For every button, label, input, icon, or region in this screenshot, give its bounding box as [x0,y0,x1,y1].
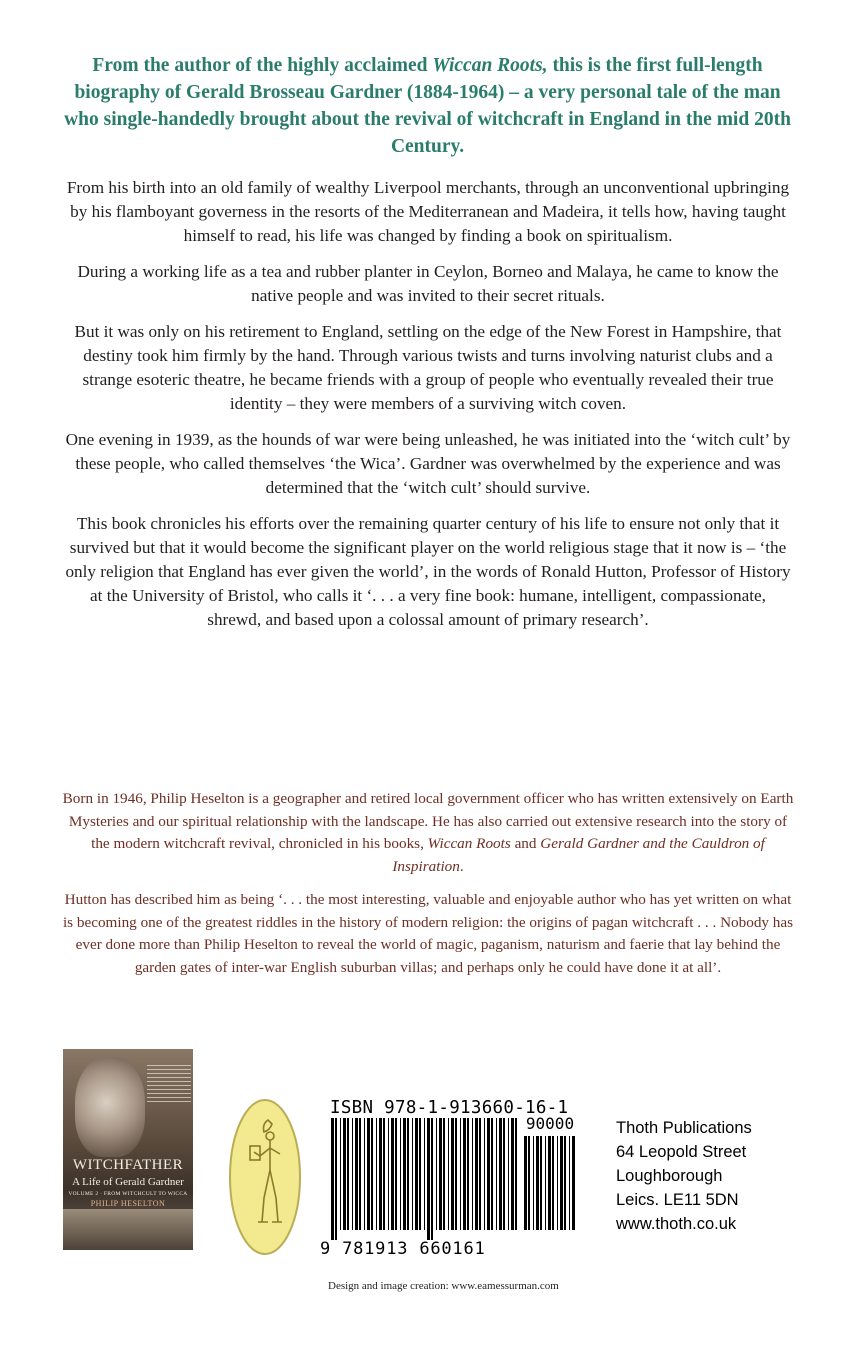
barcode-bar [548,1136,551,1230]
synopsis-paragraph: But it was only on his retirement to England, settling on the edge of the New Forest in Hampshire, that destiny took him firmly by the hand. Through various twists and turns involving naturist clubs and a strange esoteric theatre, he became friends with a group of people who eventually revealed their true identity – they were members of a surviving witch coven. [74,322,782,413]
barcode-bar [340,1118,341,1230]
ean-digits: 9 781913 660161 [320,1239,486,1259]
bio-text: and [510,835,541,852]
bio-text: Born in 1946, Philip Heselton is a geographer and retired local government officer who has written extensively on Earth Mysteries and our spiritual relationship with the landscape. He has also carried out extensive research into the story of the modern witchcraft revival, chronicled in his books, [62,790,794,852]
design-credit: Design and image creation: www.eamessurman.com [328,1280,559,1292]
barcode-bar [487,1118,490,1230]
barcode-bar [448,1118,449,1230]
publisher-town: Loughborough [616,1167,723,1185]
barcode-bar [376,1118,377,1230]
intro-book-title: Wiccan Roots, [432,55,548,76]
publisher-name: Thoth Publications [616,1119,752,1137]
barcode-bar [511,1118,514,1230]
price-addon-digits: 90000 [525,1114,575,1133]
barcode-bar [508,1118,509,1230]
front-cover-thumbnail [63,1049,193,1250]
barcode-bar [367,1118,370,1230]
cover-title: WITCHFATHER [72,1157,184,1173]
barcode-bar [391,1118,394,1230]
barcode-bar [419,1118,421,1230]
barcode-bar [427,1118,430,1240]
barcode-bar [335,1118,337,1240]
barcode-bar [552,1136,554,1230]
barcode-bar [407,1118,409,1230]
barcode-bar [343,1118,346,1230]
barcode-bar [572,1136,575,1230]
synopsis-paragraph: During a working life as a tea and rubber planter in Ceylon, Borneo and Malaya, he came to know the native people and was invited to their secret rituals. [77,262,779,305]
barcode-bar [415,1118,418,1230]
isbn-label: ISBN 978-1-913660-16-1 [330,1098,569,1118]
barcode-bar [475,1118,478,1230]
synopsis-paragraph: One evening in 1939, as the hounds of war were being unleashed, he was initiated into the ‘witch cult’ by these people, who called themselves ‘the Wica’. Gardner was overwhelmed by the experience and was determined that the ‘witch cult’ should survive. [65,430,791,497]
barcode-bar [364,1118,365,1230]
barcode-bar [524,1136,527,1230]
barcode-bar [383,1118,385,1230]
cover-author: PHILIP HESELTON [90,1199,166,1208]
barcode-bar [569,1136,570,1230]
portrait-image [75,1057,145,1157]
barcode-bar [355,1118,358,1230]
barcode-bar [533,1136,534,1230]
barcode-bar [443,1118,445,1230]
intro-blurb [60,52,795,160]
cover-blurb-lines [147,1065,191,1105]
barcode-bar [496,1118,497,1230]
barcode-bar [439,1118,442,1230]
synopsis-paragraph: This book chronicles his efforts over the remaining quarter century of his life to ensure not only that it survived but that it would become the significant player on the world religious stage that it now is – ‘the only religion that England has ever given the world’, in the words of Ronald Hutton, Professor of History at the University of Bristol, who calls it ‘. . . a very fine book: humane, intelligent, compassionate, shrewd, and based upon a colossal amount of primary research’. [65,514,791,629]
thoth-logo-icon [228,1098,302,1256]
barcode-bar [436,1118,437,1230]
barcode-bar [460,1118,461,1230]
barcode-bar [331,1118,334,1240]
barcode-bar [560,1136,563,1230]
author-bio [62,788,794,990]
barcode-bar [479,1118,481,1230]
bio-text: . [459,857,464,875]
barcode-bar [564,1136,566,1230]
barcode-bar [352,1118,353,1230]
barcode-bar [472,1118,473,1230]
barcode-bar [412,1118,413,1230]
barcode-bar [503,1118,505,1230]
barcode-bar [400,1118,401,1230]
barcode-bar [540,1136,542,1230]
barcode-bar [431,1118,433,1240]
intro-lead: From the author of the highly acclaimed [92,55,433,76]
barcode-bar [528,1136,530,1230]
barcode-bar [403,1118,406,1230]
barcode-bar [499,1118,502,1230]
addon-barcode-icon [524,1136,576,1240]
publisher-street: 64 Leopold Street [616,1143,747,1161]
synopsis-paragraph: From his birth into an old family of wealthy Liverpool merchants, through an unconventional upbringing by his flamboyant governess in the resorts of the Mediterranean and Madeira, it tells how, having taught himself to read, his life was changed by finding a book on spiritualism. [66,178,790,245]
barcode-bar [463,1118,466,1230]
barcode-bar [536,1136,539,1230]
cover-subtitle: A Life of Gerald Gardner [72,1176,184,1188]
synopsis [62,176,794,644]
barcode-bar [484,1118,485,1230]
barcode-bar [557,1136,558,1230]
bio-book-title: Gerald Gardner and the Cauldron of Inspiration [392,835,765,875]
barcode-bar [515,1118,517,1230]
barcode-bar [451,1118,454,1230]
barcode-bar [424,1118,425,1230]
bio-paragraph [62,788,794,878]
barcode-bar [545,1136,546,1230]
street-image [63,1209,193,1250]
publisher-website: www.thoth.co.uk [616,1215,737,1233]
barcode-bar [371,1118,373,1230]
barcode-bar [455,1118,457,1230]
cover-volume: VOLUME 2 · FROM WITCHCULT TO WICCA [68,1191,188,1197]
publisher-address [616,1116,816,1236]
barcode-bar [388,1118,389,1230]
bio-paragraph: Hutton has described him as being ‘. . . the most interesting, valuable and enjoyable author who has yet written on what is becoming one of the greatest riddles in the history of modern religion: the origins of pagan witchcraft . . . Nobody has ever done more than Philip Heselton to reveal the world of magic, paganism, naturism and faerie that lay behind the garden gates of inter-war English suburban villas; and perhaps only he could have done it at all’. [62,891,794,976]
intro-rest: this is the first full-length biography of Gerald Brosseau Gardner (1884-1964) – a very personal tale of the man who single-handedly brought about the revival of witchcraft in England in the mid 20th Century. [64,55,791,157]
barcode-bar [491,1118,493,1230]
barcode-bar [467,1118,469,1230]
publisher-postcode: Leics. LE11 5DN [616,1191,739,1209]
barcode-bar [347,1118,349,1230]
barcode-bar [359,1118,361,1230]
barcode-bar [395,1118,397,1230]
bio-book-title: Wiccan Roots [427,835,511,852]
barcode-bar [379,1118,382,1230]
barcode-icon [331,1118,519,1240]
